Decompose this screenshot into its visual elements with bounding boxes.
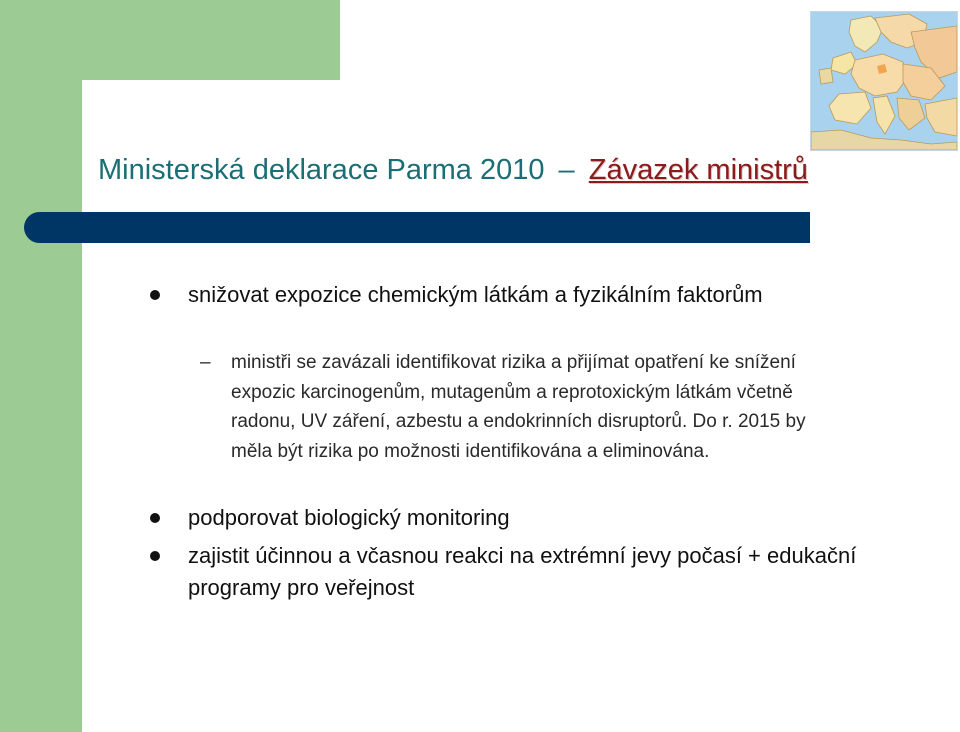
title-accent: Závazek ministrů — [588, 154, 808, 186]
sub-bullet-item — [200, 348, 850, 466]
bullet-text-2: podporovat biologický monitoring — [188, 505, 510, 530]
decor-green-top-band — [0, 0, 340, 80]
bullet-item-1 — [150, 279, 790, 311]
bullet-text-3: zajistit účinnou a včasnou reakci na extrémní jevy počasí + edukační programy pro veřejnost — [188, 543, 857, 600]
bullet-dot-icon — [150, 551, 160, 561]
bullet-dot-icon — [150, 513, 160, 523]
sub-bullet-text: ministři se zavázali identifikovat rizika a přijímat opatření ke snížení expozic karcinogenům, mutagenům a reprotoxickým látkám včetně radonu, UV záření, azbestu a endokrinních disruptorů. Do r. 2015 by měla být rizika po možnosti identifikována a eliminována. — [231, 352, 806, 462]
europe-map-image — [810, 11, 958, 151]
title-main: Ministerská deklarace Parma 2010 — [98, 154, 545, 186]
map-icon — [811, 12, 957, 150]
sub-bullet-dash: – — [200, 352, 211, 373]
bullet-dot-icon — [150, 290, 160, 300]
bullet-text-1: snižovat expozice chemickým látkám a fyzikálním faktorům — [188, 282, 763, 307]
bullet-item-3 — [150, 540, 880, 604]
bullet-item-2 — [150, 502, 870, 534]
decor-green-left-band — [0, 0, 82, 732]
title-divider-bar — [24, 212, 810, 243]
slide-title — [98, 154, 928, 187]
title-dash: – — [558, 154, 575, 186]
